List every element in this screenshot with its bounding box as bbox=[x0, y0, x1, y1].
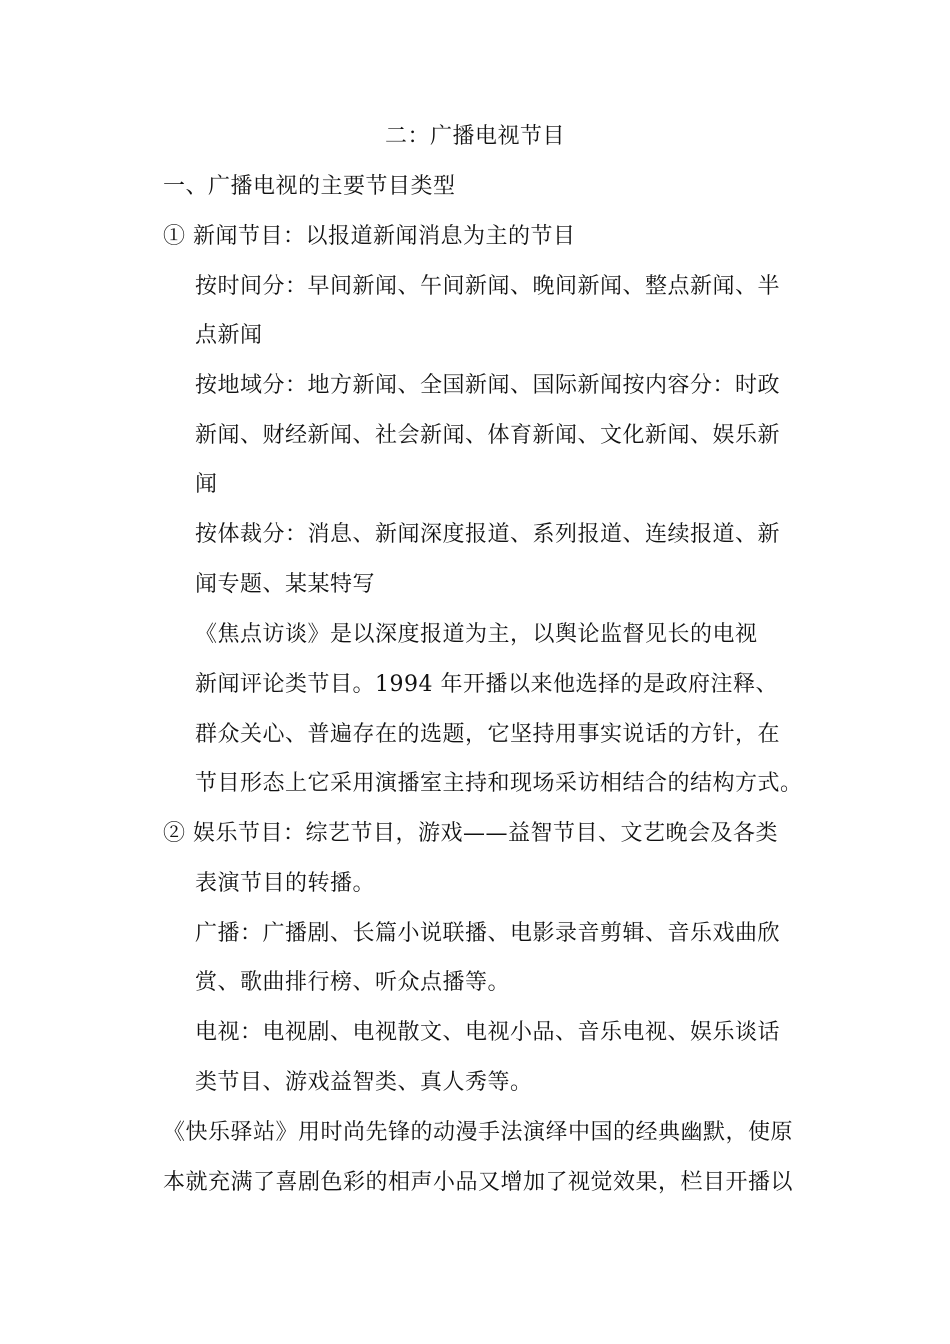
text-line: 赏、歌曲排行榜、听众点播等。 bbox=[195, 970, 511, 995]
text-line: 群众关心、普遍存在的选题，它坚持用事实说话的方针，在 bbox=[195, 722, 781, 747]
text-line: 类节目、游戏益智类、真人秀等。 bbox=[195, 1070, 533, 1095]
text-line: 节目形态上它采用演播室主持和现场采访相结合的结构方式。 bbox=[195, 771, 803, 796]
page-title: 二：广播电视节目 bbox=[384, 124, 565, 149]
text-line: 新闻、财经新闻、社会新闻、体育新闻、文化新闻、娱乐新 bbox=[195, 423, 781, 448]
text-line: 电视：电视剧、电视散文、电视小品、音乐电视、娱乐谈话 bbox=[195, 1020, 781, 1045]
text-line: 闻 bbox=[195, 472, 218, 497]
text-line: 按时间分：早间新闻、午间新闻、晚间新闻、整点新闻、半 bbox=[195, 274, 781, 299]
text-line: 《焦点访谈》是以深度报道为主，以舆论监督见长的电视 bbox=[195, 622, 758, 647]
text-line: 闻专题、某某特写 bbox=[195, 572, 376, 597]
text-line: 广播：广播剧、长篇小说联播、电影录音剪辑、音乐戏曲欣 bbox=[195, 921, 781, 946]
list-item-entertainment: ② 娱乐节目：综艺节目，游戏——益智节目、文艺晚会及各类 bbox=[163, 821, 778, 846]
section-heading: 一、广播电视的主要节目类型 bbox=[163, 174, 456, 199]
text-line: 本就充满了喜剧色彩的相声小品又增加了视觉效果，栏目开播以 bbox=[163, 1170, 794, 1195]
text-line: 点新闻 bbox=[195, 323, 263, 348]
text-line: 《快乐驿站》用时尚先锋的动漫手法演绎中国的经典幽默，使原 bbox=[163, 1120, 794, 1145]
text-line: 按地域分：地方新闻、全国新闻、国际新闻按内容分：时政 bbox=[195, 373, 781, 398]
list-item-news: ① 新闻节目：以报道新闻消息为主的节目 bbox=[163, 224, 576, 249]
text-line: 新闻评论类节目。1994 年开播以来他选择的是政府注释、 bbox=[195, 672, 778, 697]
text-line: 按体裁分：消息、新闻深度报道、系列报道、连续报道、新 bbox=[195, 522, 781, 547]
text-line: 表演节目的转播。 bbox=[195, 871, 376, 896]
